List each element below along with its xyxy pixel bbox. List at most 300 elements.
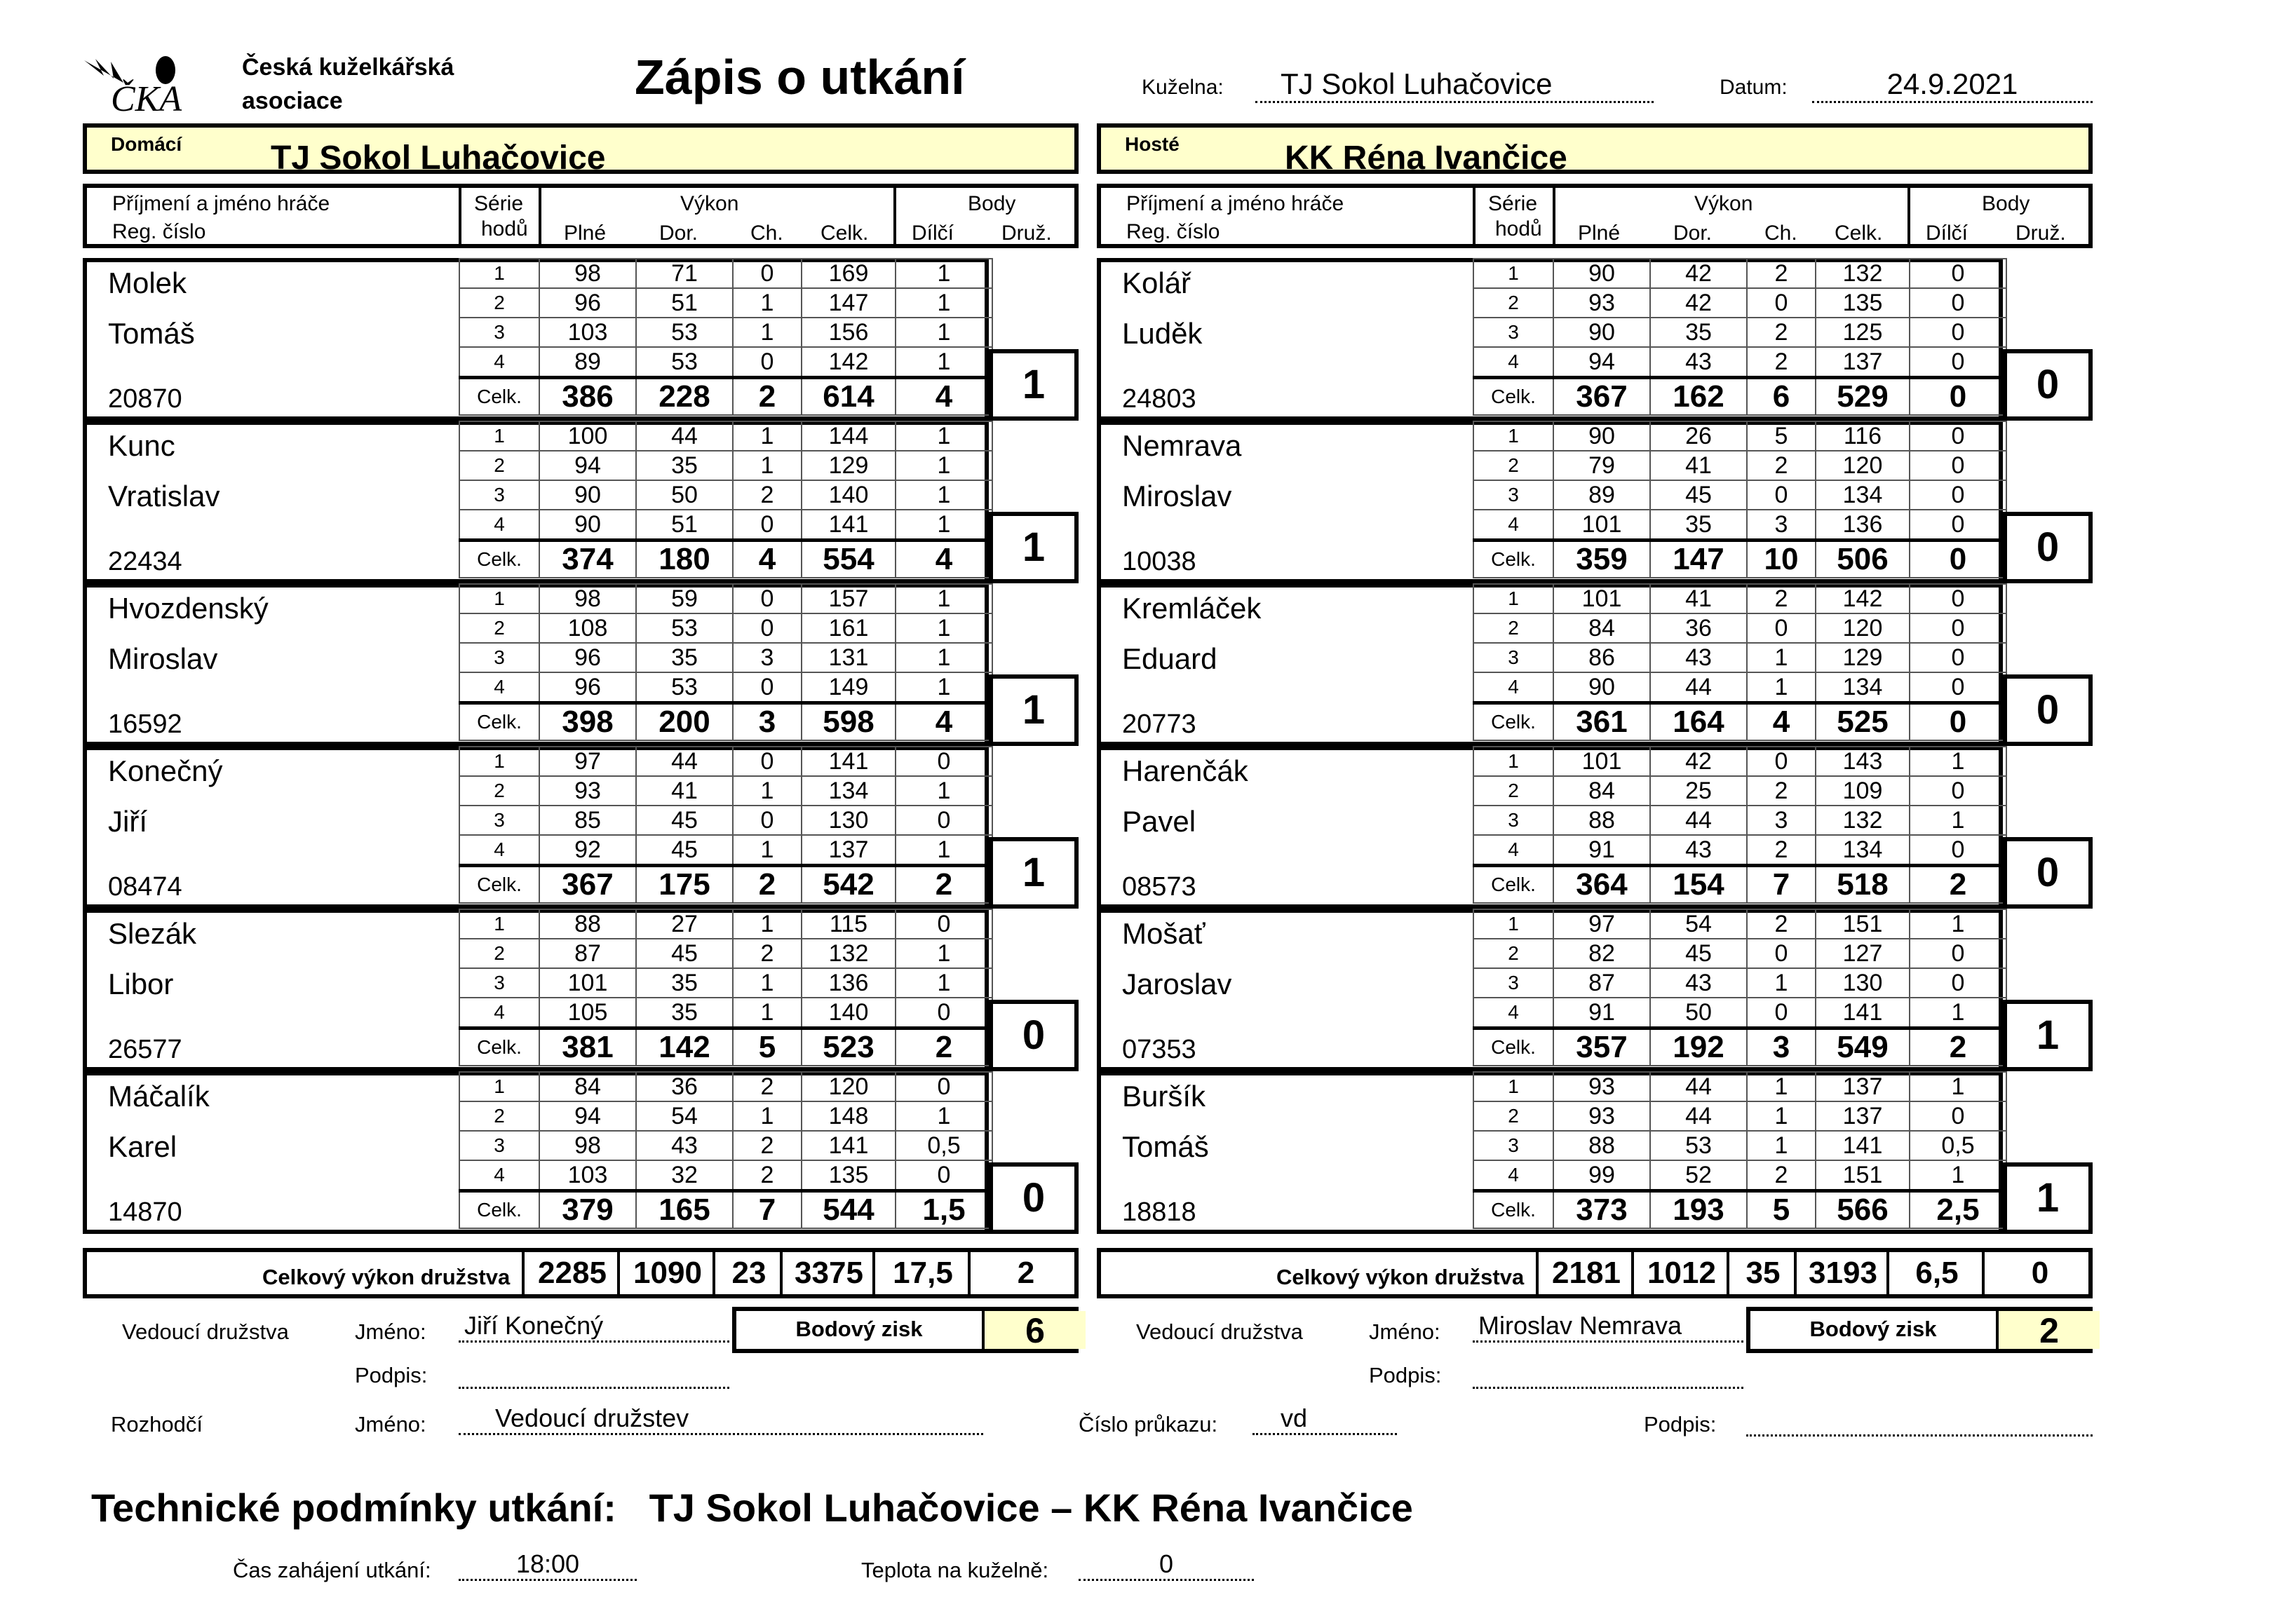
series-cell: 0 — [1747, 288, 1816, 318]
player-total-row — [1473, 866, 2006, 904]
series-cell: 0 — [733, 510, 802, 541]
series-cell: 140 — [802, 480, 896, 510]
series-cell: 0 — [1910, 643, 2006, 672]
total-cell: 4 — [896, 378, 992, 416]
team-total-cell: 6,5 — [1886, 1252, 1985, 1294]
series-cell: 1 — [733, 288, 802, 318]
start-time-field[interactable]: 18:00 — [459, 1549, 637, 1581]
player-total-row — [1473, 541, 2006, 578]
series-cell: 142 — [1816, 584, 1910, 613]
series-row — [459, 806, 992, 835]
player-surname: Mošať — [1122, 917, 1206, 950]
series-cell: 103 — [539, 318, 636, 347]
total-cell: 164 — [1650, 703, 1747, 741]
series-cell: 96 — [539, 672, 636, 703]
page-title: Zápis o utkání — [635, 50, 965, 104]
total-label: Celk. — [459, 378, 539, 416]
player-series-table — [1473, 1071, 2007, 1229]
total-cell: 544 — [802, 1191, 896, 1229]
series-cell: 134 — [802, 776, 896, 806]
series-cell: 3 — [459, 480, 539, 510]
player-block — [1097, 746, 2093, 909]
series-cell: 116 — [1816, 421, 1910, 451]
player-reg-number: 24803 — [1122, 384, 1196, 414]
series-cell: 1 — [459, 584, 539, 613]
series-cell: 99 — [1553, 1160, 1650, 1191]
series-cell: 1 — [733, 318, 802, 347]
col-vykon: Výkon — [680, 192, 739, 215]
series-cell: 91 — [1553, 835, 1650, 866]
series-row — [1473, 288, 2006, 318]
series-cell: 120 — [802, 1072, 896, 1101]
series-row — [1473, 421, 2006, 451]
series-row — [459, 998, 992, 1028]
series-row — [459, 480, 992, 510]
temperature-field[interactable]: 0 — [1079, 1549, 1254, 1581]
series-cell: 4 — [459, 347, 539, 378]
series-row — [1473, 259, 2006, 288]
series-cell: 2 — [1747, 909, 1816, 939]
series-cell: 169 — [802, 259, 896, 288]
team-points-box: 0 — [2003, 512, 2093, 583]
series-cell: 2 — [733, 480, 802, 510]
player-series-table — [459, 746, 993, 904]
series-cell: 141 — [1816, 998, 1910, 1028]
series-cell: 52 — [1650, 1160, 1747, 1191]
total-label: Celk. — [459, 703, 539, 741]
series-cell: 0 — [733, 672, 802, 703]
series-cell: 1 — [896, 613, 992, 643]
col-ch: Ch. — [750, 222, 783, 245]
series-row — [459, 968, 992, 998]
series-cell: 134 — [1816, 835, 1910, 866]
player-reg-number: 14870 — [108, 1197, 182, 1227]
player-block — [1097, 1071, 2093, 1234]
series-row — [459, 1072, 992, 1101]
series-cell: 1 — [896, 318, 992, 347]
player-firstname: Vratislav — [108, 480, 220, 512]
series-cell: 135 — [1816, 288, 1910, 318]
series-cell: 4 — [1473, 1160, 1553, 1191]
series-cell: 90 — [1553, 421, 1650, 451]
series-cell: 4 — [459, 672, 539, 703]
series-cell: 0 — [1910, 259, 2006, 288]
series-cell: 2 — [1747, 1160, 1816, 1191]
series-cell: 101 — [1553, 584, 1650, 613]
series-cell: 0 — [896, 998, 992, 1028]
away-label: Hosté — [1125, 133, 1180, 155]
series-cell: 1 — [1747, 643, 1816, 672]
team-total-cell: 3193 — [1794, 1252, 1889, 1294]
series-cell: 1 — [733, 451, 802, 480]
total-cell: 1,5 — [896, 1191, 992, 1229]
series-cell: 44 — [636, 421, 733, 451]
player-surname: Molek — [108, 266, 187, 299]
player-total-row — [459, 378, 992, 416]
total-cell: 175 — [636, 866, 733, 904]
team-total-cell: 3375 — [780, 1252, 875, 1294]
series-cell: 1 — [896, 835, 992, 866]
series-cell: 27 — [636, 909, 733, 939]
col-ch: Ch. — [1764, 222, 1797, 245]
col-body: Body — [968, 192, 1016, 215]
series-cell: 3 — [1473, 1131, 1553, 1160]
total-cell: 364 — [1553, 866, 1650, 904]
total-cell: 2,5 — [1910, 1191, 2006, 1229]
series-cell: 89 — [1553, 480, 1650, 510]
away-bodovy-zisk — [1746, 1307, 2093, 1353]
team-total-cell: 0 — [1982, 1252, 2095, 1294]
series-cell: 36 — [1650, 613, 1747, 643]
series-cell: 71 — [636, 259, 733, 288]
team-total-label: Celkový výkon družstva — [262, 1265, 511, 1289]
player-total-row — [459, 866, 992, 904]
series-row — [459, 421, 992, 451]
total-label: Celk. — [1473, 378, 1553, 416]
total-cell: 379 — [539, 1191, 636, 1229]
team-points-box: 1 — [989, 837, 1079, 909]
tech-teams: TJ Sokol Luhačovice – KK Réna Ivančice — [649, 1486, 1413, 1530]
col-body: Body — [1982, 192, 2030, 215]
player-total-row — [459, 703, 992, 741]
series-cell: 1 — [896, 672, 992, 703]
col-name: Příjmení a jméno hráče — [1126, 192, 1344, 215]
series-row — [1473, 510, 2006, 541]
series-cell: 0 — [1910, 480, 2006, 510]
series-cell: 35 — [1650, 510, 1747, 541]
series-cell: 42 — [1650, 747, 1747, 776]
series-cell: 3 — [459, 643, 539, 672]
player-total-row — [1473, 703, 2006, 741]
player-reg-number: 20870 — [108, 384, 182, 414]
series-cell: 101 — [539, 968, 636, 998]
series-cell: 1 — [1910, 1160, 2006, 1191]
player-firstname: Tomáš — [108, 317, 195, 350]
series-cell: 87 — [1553, 968, 1650, 998]
series-cell: 45 — [1650, 480, 1747, 510]
series-cell: 3 — [459, 318, 539, 347]
total-cell: 386 — [539, 378, 636, 416]
series-cell: 53 — [636, 318, 733, 347]
col-vykon: Výkon — [1694, 192, 1753, 215]
series-cell: 3 — [459, 1131, 539, 1160]
series-cell: 1 — [733, 968, 802, 998]
total-cell: 0 — [1910, 703, 2006, 741]
away-leader-field[interactable]: Miroslav Nemrava — [1473, 1311, 1743, 1343]
series-cell: 32 — [636, 1160, 733, 1191]
series-cell: 43 — [1650, 643, 1747, 672]
series-cell: 90 — [539, 480, 636, 510]
team-points-box: 0 — [989, 1000, 1079, 1071]
series-cell: 1 — [896, 421, 992, 451]
series-cell: 5 — [1747, 421, 1816, 451]
series-cell: 137 — [1816, 1101, 1910, 1131]
series-cell: 2 — [1473, 1101, 1553, 1131]
series-cell: 3 — [459, 968, 539, 998]
total-cell: 566 — [1816, 1191, 1910, 1229]
total-cell: 147 — [1650, 541, 1747, 578]
total-cell: 200 — [636, 703, 733, 741]
series-cell: 84 — [1553, 776, 1650, 806]
series-cell: 130 — [802, 806, 896, 835]
series-cell: 136 — [802, 968, 896, 998]
referee-name-field[interactable]: Vedoucí družstev — [459, 1404, 983, 1435]
series-cell: 2 — [1747, 259, 1816, 288]
venue-field[interactable]: TJ Sokol Luhačovice — [1255, 67, 1654, 103]
player-series-table — [1473, 258, 2007, 416]
series-cell: 45 — [636, 806, 733, 835]
venue-label: Kuželna: — [1142, 76, 1224, 99]
series-cell: 143 — [1816, 747, 1910, 776]
total-cell: 5 — [733, 1028, 802, 1066]
series-cell: 45 — [1650, 939, 1747, 968]
series-cell: 1 — [896, 347, 992, 378]
series-cell: 1 — [1473, 909, 1553, 939]
series-cell: 1 — [733, 909, 802, 939]
series-cell: 86 — [1553, 643, 1650, 672]
series-cell: 53 — [636, 672, 733, 703]
player-firstname: Tomáš — [1122, 1130, 1209, 1163]
team-total-cell: 1090 — [617, 1252, 715, 1294]
total-cell: 0 — [1910, 378, 2006, 416]
series-cell: 3 — [1747, 510, 1816, 541]
series-row — [1473, 909, 2006, 939]
series-cell: 1 — [1747, 968, 1816, 998]
series-cell: 0 — [896, 747, 992, 776]
player-surname: Harenčák — [1122, 754, 1248, 787]
player-firstname: Luděk — [1122, 317, 1203, 350]
total-cell: 228 — [636, 378, 733, 416]
player-surname: Buršík — [1122, 1080, 1206, 1113]
series-cell: 1 — [896, 1101, 992, 1131]
total-cell: 614 — [802, 378, 896, 416]
col-name: Příjmení a jméno hráče — [112, 192, 330, 215]
series-cell: 0 — [1910, 968, 2006, 998]
series-cell: 156 — [802, 318, 896, 347]
series-cell: 1 — [1473, 584, 1553, 613]
home-leader-field[interactable]: Jiří Konečný — [459, 1311, 729, 1343]
series-cell: 90 — [1553, 259, 1650, 288]
col-druz: Druž. — [1001, 222, 1052, 245]
series-cell: 135 — [802, 1160, 896, 1191]
series-cell: 0,5 — [1910, 1131, 2006, 1160]
series-cell: 0 — [896, 909, 992, 939]
team-total-cell: 23 — [713, 1252, 783, 1294]
series-cell: 1 — [1473, 259, 1553, 288]
total-label: Celk. — [459, 1028, 539, 1066]
home-team-bar — [83, 123, 1079, 177]
series-cell: 1 — [1473, 1072, 1553, 1101]
total-cell: 2 — [733, 378, 802, 416]
series-cell: 0 — [1910, 1101, 2006, 1131]
tech-conditions-heading: Technické podmínky utkání: TJ Sokol Luhačovice – KK Réna Ivančice — [91, 1486, 1413, 1530]
col-reg: Reg. číslo — [1126, 220, 1220, 243]
series-cell: 0 — [896, 1072, 992, 1101]
total-cell: 4 — [896, 541, 992, 578]
away-column-header — [1097, 184, 2093, 248]
player-series-table — [459, 583, 993, 741]
series-row — [459, 584, 992, 613]
series-cell: 2 — [1747, 318, 1816, 347]
series-row — [459, 347, 992, 378]
series-cell: 45 — [636, 939, 733, 968]
series-cell: 0 — [1910, 835, 2006, 866]
series-cell: 0,5 — [896, 1131, 992, 1160]
home-column-header — [83, 184, 1079, 248]
series-cell: 131 — [802, 643, 896, 672]
player-reg-number: 18818 — [1122, 1197, 1196, 1227]
series-cell: 115 — [802, 909, 896, 939]
total-cell: 381 — [539, 1028, 636, 1066]
series-cell: 98 — [539, 259, 636, 288]
series-cell: 4 — [459, 998, 539, 1028]
series-cell: 2 — [1473, 613, 1553, 643]
series-cell: 35 — [636, 451, 733, 480]
home-sign-field[interactable] — [459, 1357, 729, 1389]
series-cell: 44 — [1650, 1072, 1747, 1101]
series-row — [1473, 1160, 2006, 1191]
total-cell: 549 — [1816, 1028, 1910, 1066]
home-label: Domácí — [111, 133, 182, 155]
series-cell: 0 — [1910, 672, 2006, 703]
total-cell: 398 — [539, 703, 636, 741]
series-cell: 54 — [636, 1101, 733, 1131]
team-points-box: 1 — [989, 349, 1079, 421]
player-surname: Kolář — [1122, 266, 1191, 299]
player-firstname: Pavel — [1122, 805, 1196, 838]
series-cell: 1 — [1473, 747, 1553, 776]
series-cell: 50 — [636, 480, 733, 510]
total-label: Celk. — [459, 866, 539, 904]
series-cell: 0 — [1910, 584, 2006, 613]
team-total-cell: 2285 — [522, 1252, 620, 1294]
series-row — [459, 939, 992, 968]
col-hodu: hodů — [1495, 217, 1542, 240]
series-cell: 93 — [1553, 288, 1650, 318]
series-cell: 4 — [459, 1160, 539, 1191]
team-points-box: 1 — [2003, 1000, 2093, 1071]
series-cell: 88 — [539, 909, 636, 939]
team-total-cell: 2 — [968, 1252, 1081, 1294]
total-cell: 6 — [1747, 378, 1816, 416]
referee-sign-field[interactable] — [1746, 1405, 2093, 1437]
series-cell: 3 — [1473, 806, 1553, 835]
series-cell: 2 — [1473, 776, 1553, 806]
home-team-total — [83, 1248, 1079, 1298]
series-cell: 0 — [1910, 776, 2006, 806]
series-cell: 4 — [1473, 672, 1553, 703]
player-block — [83, 746, 1079, 909]
series-row — [1473, 451, 2006, 480]
col-reg: Reg. číslo — [112, 220, 206, 243]
total-cell: 367 — [1553, 378, 1650, 416]
series-row — [1473, 643, 2006, 672]
series-row — [459, 259, 992, 288]
series-cell: 101 — [1553, 510, 1650, 541]
series-row — [1473, 347, 2006, 378]
col-plne: Plné — [564, 222, 607, 245]
series-cell: 0 — [1910, 613, 2006, 643]
player-reg-number: 08474 — [108, 872, 182, 902]
series-cell: 53 — [636, 613, 733, 643]
total-label: Celk. — [1473, 703, 1553, 741]
series-cell: 2 — [1747, 347, 1816, 378]
series-cell: 0 — [733, 613, 802, 643]
series-cell: 120 — [1816, 613, 1910, 643]
series-cell: 108 — [539, 613, 636, 643]
series-cell: 43 — [1650, 347, 1747, 378]
team-total-cell: 17,5 — [872, 1252, 971, 1294]
zisk-value: 2 — [1996, 1311, 2100, 1349]
series-cell: 1 — [896, 288, 992, 318]
series-cell: 141 — [802, 1131, 896, 1160]
player-reg-number: 26577 — [108, 1035, 182, 1064]
series-cell: 129 — [1816, 643, 1910, 672]
series-cell: 41 — [1650, 584, 1747, 613]
series-cell: 59 — [636, 584, 733, 613]
player-block — [83, 1071, 1079, 1234]
series-cell: 0 — [896, 1160, 992, 1191]
series-cell: 43 — [636, 1131, 733, 1160]
series-cell: 1 — [896, 259, 992, 288]
series-row — [459, 613, 992, 643]
away-sign-field[interactable] — [1473, 1357, 1743, 1389]
series-row — [1473, 672, 2006, 703]
series-cell: 90 — [1553, 318, 1650, 347]
series-cell: 0 — [1747, 939, 1816, 968]
total-cell: 4 — [896, 703, 992, 741]
series-cell: 0 — [733, 747, 802, 776]
total-cell: 373 — [1553, 1191, 1650, 1229]
series-cell: 1 — [896, 451, 992, 480]
total-cell: 192 — [1650, 1028, 1747, 1066]
col-dor: Dor. — [1673, 222, 1713, 245]
series-row — [459, 510, 992, 541]
series-cell: 98 — [539, 584, 636, 613]
zisk-label: Bodový zisk — [795, 1317, 923, 1341]
player-firstname: Miroslav — [1122, 480, 1232, 512]
referee-card-field[interactable]: vd — [1252, 1404, 1397, 1435]
series-cell: 96 — [539, 288, 636, 318]
zisk-value: 6 — [982, 1311, 1086, 1349]
total-label: Celk. — [1473, 1191, 1553, 1229]
series-row — [1473, 584, 2006, 613]
series-cell: 0 — [1910, 451, 2006, 480]
date-field[interactable]: 24.9.2021 — [1812, 67, 2093, 103]
series-row — [1473, 613, 2006, 643]
series-cell: 3 — [1747, 806, 1816, 835]
total-cell: 361 — [1553, 703, 1650, 741]
player-total-row — [1473, 1028, 2006, 1066]
player-reg-number: 16592 — [108, 709, 182, 739]
series-cell: 87 — [539, 939, 636, 968]
series-cell: 91 — [1553, 998, 1650, 1028]
total-label: Celk. — [1473, 541, 1553, 578]
series-cell: 141 — [1816, 1131, 1910, 1160]
series-cell: 161 — [802, 613, 896, 643]
series-cell: 1 — [459, 259, 539, 288]
series-cell: 82 — [1553, 939, 1650, 968]
series-row — [1473, 1131, 2006, 1160]
player-surname: Nemrava — [1122, 429, 1242, 462]
series-cell: 140 — [802, 998, 896, 1028]
series-cell: 149 — [802, 672, 896, 703]
col-dilci: Dílčí — [912, 222, 954, 245]
series-cell: 142 — [802, 347, 896, 378]
series-cell: 3 — [733, 643, 802, 672]
total-cell: 2 — [896, 866, 992, 904]
player-block — [83, 258, 1079, 421]
